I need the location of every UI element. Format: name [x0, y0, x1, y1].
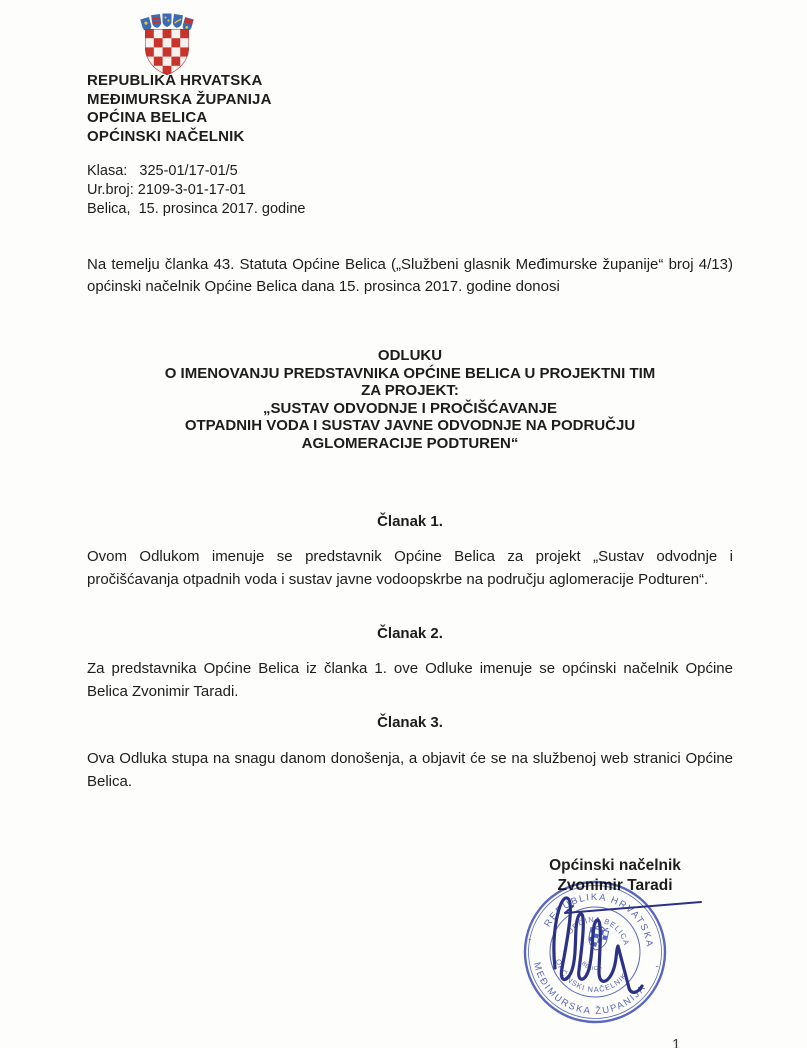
title-line: „SUSTAV ODVODNJE I PROČIŠĆAVANJE — [263, 399, 557, 417]
arms-checkerboard — [145, 29, 189, 75]
urbroj-line: Ur.broj: 2109-3-01-17-01 — [87, 182, 246, 198]
title-line: O IMENOVANJU PREDSTAVNIKA OPĆINE BELICA U PROJEKTNI TIM — [164, 364, 656, 382]
signatory-name: Zvonimir Taradi — [557, 876, 673, 894]
institution-line: MEĐIMURSKA ŽUPANIJA — [87, 90, 272, 108]
stamp-shield-icon — [587, 925, 610, 952]
stamp-center-text: BELICA — [580, 960, 604, 973]
page-number: 1 — [672, 1036, 681, 1048]
article-2-heading: Članak 2. — [377, 625, 443, 642]
article-3-heading: Članak 3. — [377, 714, 443, 731]
title-line: ODLUKU — [377, 347, 443, 364]
croatia-coat-of-arms-icon — [139, 13, 195, 77]
title-line: AGLOMERACIJE PODTUREN“ — [301, 434, 519, 452]
reference-block — [87, 162, 305, 219]
document-title — [60, 347, 760, 452]
stamp-outer-top-text: REPUBLIKA HRVATSKA — [542, 891, 655, 949]
stamp-text — [515, 879, 671, 1029]
article-1-heading: Članak 1. — [377, 513, 443, 530]
article-3-body: Ova Odluka stupa na snagu danom donošenja, a objavit će se na službenoj web stranici Općine Belica. — [87, 750, 733, 790]
article-2-body: Za predstavnika Općine Belica iz članka 1. ove Odluke imenuje se općinski načelnik Općine Belica Zvonimir Taradi. — [87, 660, 733, 700]
official-stamp — [515, 872, 715, 1032]
institution-header — [87, 72, 272, 146]
institution-line: OPĆINA BELICA — [87, 109, 208, 126]
article-1-body: Ovom Odlukom imenuje se predstavnik Općine Belica za projekt „Sustav odvodnje i pročišćavanja otpadnih voda i sustav javne vodoopskrbe na području aglomeracije Podturen“. — [87, 548, 733, 588]
place-date-line: Belica, 15. prosinca 2017. godine — [87, 201, 306, 217]
title-line: ZA PROJEKT: — [361, 382, 459, 399]
klasa-line: Klasa: 325-01/17-01/5 — [87, 163, 238, 179]
stamp-separator-right: - — [654, 960, 660, 973]
signatory-title: Općinski načelnik — [549, 857, 681, 874]
institution-line: REPUBLIKA HRVATSKA — [87, 72, 263, 89]
stamp-separator-left: - — [527, 933, 533, 946]
stamp-outer-bottom-text: MEĐIMURSKA ŽUPANIJA — [530, 961, 649, 1018]
institution-line: OPĆINSKI NAČELNIK — [87, 127, 245, 145]
title-line: OTPADNIH VODA I SUSTAV JAVNE ODVODNJE NA PODRUČJU — [184, 417, 636, 434]
preamble-paragraph: Na temelju članka 43. Statuta Općine Belica („Službeni glasnik Međimurske županije“ broj 4/13) općinski načelnik Općine Belica dana 15. prosinca 2017. godine donosi — [87, 256, 733, 295]
stamp-inner-top-text: OPĆINA BELICA — [564, 914, 632, 947]
stamp-inner-bottom-text: OPĆINSKI NAČELNIK — [553, 958, 630, 995]
